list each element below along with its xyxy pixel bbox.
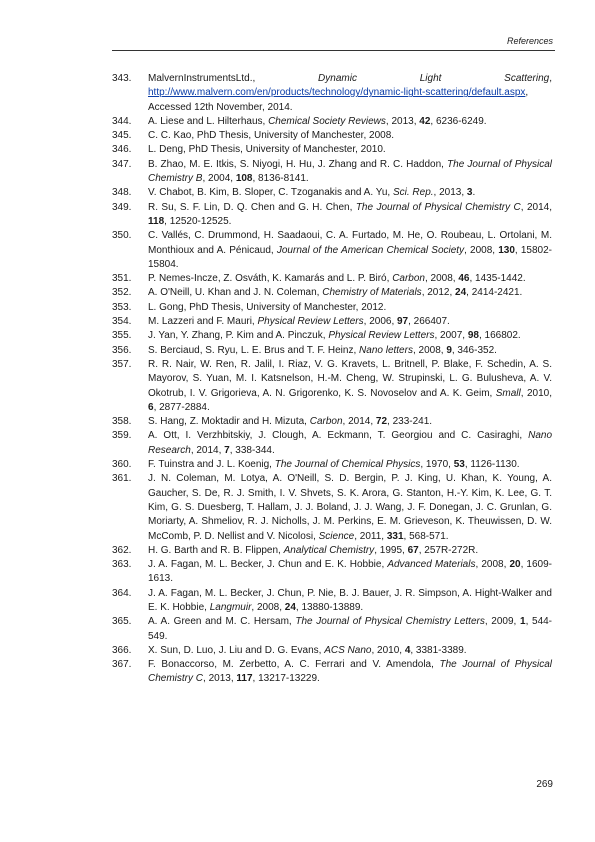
journal-title: Nano letters	[359, 344, 413, 356]
reference-number: 358.	[112, 416, 132, 428]
reference-segment: , 2007,	[434, 330, 468, 342]
reference-segment: F. Bonaccorso, M. Zerbetto, A. C. Ferrari and V. Amendola,	[148, 659, 440, 671]
reference-segment: , 3381-3389.	[410, 644, 467, 656]
volume-number: 4	[404, 644, 411, 656]
reference-segment: B. Zhao, M. E. Itkis, S. Niyogi, H. Hu, J. Zhang and R. C. Haddon,	[148, 158, 448, 170]
reference-segment: , 166802.	[478, 330, 521, 342]
reference-text	[148, 415, 552, 429]
journal-title: The Journal of Physical Chemistry B	[148, 158, 552, 185]
reference-item	[112, 158, 552, 187]
reference-item	[112, 272, 552, 286]
volume-number: 9	[446, 344, 452, 356]
reference-segment: , 1995,	[374, 544, 408, 556]
reference-segment: , 2014,	[342, 416, 376, 428]
volume-number: 98	[467, 330, 479, 342]
reference-text	[148, 472, 552, 543]
reference-item	[112, 558, 552, 587]
volume-number: 72	[375, 416, 388, 428]
reference-number: 348.	[112, 187, 132, 199]
volume-number: 24	[455, 287, 467, 299]
reference-link[interactable]: http://www.malvern.com/en/products/technology/dynamic-light-scattering/default.aspx	[148, 87, 526, 99]
reference-number: 346.	[112, 144, 132, 156]
reference-number: 356.	[112, 344, 132, 356]
reference-segment: F. Tuinstra and J. L. Koenig,	[148, 459, 275, 471]
reference-segment: R. Su, S. F. Lin, D. Q. Chen and G. H. Chen,	[148, 201, 356, 213]
reference-segment: , 233-241.	[387, 416, 433, 428]
running-header: References	[506, 36, 553, 46]
journal-title: Sci. Rep.	[392, 187, 434, 199]
reference-segment: L. Gong, PhD Thesis, University of Manchester, 2012.	[148, 301, 387, 313]
reference-text	[148, 315, 552, 329]
reference-segment: , 266407.	[408, 316, 450, 328]
reference-segment: , 257R-272R.	[418, 544, 479, 556]
reference-item	[112, 286, 552, 300]
journal-title: Physical Review Letters	[328, 330, 435, 342]
reference-number: 359.	[112, 430, 132, 442]
reference-number: 363.	[112, 559, 132, 571]
reference-segment: S. Hang, Z. Moktadir and H. Mizuta,	[148, 416, 310, 428]
reference-item	[112, 615, 552, 644]
reference-text	[148, 301, 552, 315]
volume-number: 118	[148, 215, 165, 227]
reference-segment: C. C. Kao, PhD Thesis, University of Manchester, 2008.	[148, 130, 395, 142]
reference-number: 343.	[112, 73, 132, 84]
reference-item	[112, 429, 552, 458]
journal-title: Carbon	[392, 273, 425, 285]
reference-segment: , 8136-8141.	[252, 173, 309, 185]
reference-text	[148, 129, 552, 143]
reference-segment: , Accessed 12th November, 2014.	[148, 87, 529, 113]
reference-text	[148, 272, 552, 286]
reference-text	[148, 615, 552, 644]
reference-segment: , 2013,	[203, 673, 237, 685]
reference-number: 364.	[112, 587, 132, 599]
reference-segment: MalvernInstrumentsLtd.,	[148, 73, 319, 84]
reference-text	[148, 558, 552, 587]
volume-number: 24	[284, 601, 296, 613]
reference-text	[148, 358, 552, 415]
reference-segment: J. A. Fagan, M. L. Becker, J. Chun, P. Nie, B. J. Bauer, J. R. Simpson, A. Hight-Walker and E. K. Hobbie,	[148, 587, 552, 613]
journal-title: The Journal of Chemical Physics	[274, 459, 421, 471]
reference-item	[112, 315, 552, 329]
reference-segment: A. Ott, I. Verzhbitskiy, J. Clough, A. Eckmann, T. Georgiou and C. Casiraghi,	[148, 430, 529, 442]
reference-segment: X. Sun, D. Luo, J. Liu and D. G. Evans,	[148, 644, 325, 656]
reference-segment: , 1126-1130.	[464, 459, 520, 471]
journal-title: The Journal of Physical Chemistry C	[355, 201, 521, 213]
volume-number: 46	[458, 273, 470, 285]
reference-text	[148, 658, 552, 687]
reference-segment: A. A. Green and M. C. Hersam,	[148, 616, 296, 628]
volume-number: 130	[498, 244, 515, 256]
reference-segment: , 2008,	[412, 344, 447, 356]
reference-segment: , 2014,	[190, 444, 225, 456]
journal-title: Carbon	[309, 416, 343, 428]
reference-segment: A. O'Neill, U. Khan and J. N. Coleman,	[148, 287, 323, 299]
reference-number: 357.	[112, 358, 132, 370]
reference-segment: , 568-571.	[403, 530, 449, 542]
reference-segment: A. Liese and L. Hilterhaus,	[148, 115, 269, 127]
reference-item	[112, 115, 552, 129]
reference-item	[112, 658, 552, 687]
reference-text	[148, 186, 552, 200]
reference-text	[148, 286, 552, 300]
reference-segment: , 13217-13229.	[252, 673, 320, 685]
reference-segment: J. Yan, Y. Zhang, P. Kim and A. Pinczuk,	[148, 330, 329, 342]
reference-segment: , 2004,	[202, 173, 236, 185]
reference-number: 353.	[112, 301, 132, 313]
volume-number: 331	[386, 530, 404, 542]
reference-segment: .	[472, 187, 476, 199]
reference-segment: , 6236-6249.	[430, 115, 487, 127]
reference-segment: , 2012,	[421, 287, 456, 299]
reference-item	[112, 129, 552, 143]
reference-segment: ,	[549, 73, 552, 84]
journal-title: The Journal of Physical Chemistry Letters	[295, 616, 485, 628]
journal-title: Chemical Society Reviews	[268, 115, 386, 127]
reference-number: 355.	[112, 330, 132, 342]
reference-text	[148, 329, 552, 343]
reference-segment: P. Nemes-Incze, Z. Osváth, K. Kamarás and L. P. Biró,	[148, 273, 393, 285]
reference-segment: , 2414-2421.	[466, 287, 523, 299]
journal-title: Journal of the American Chemical Society	[276, 244, 465, 256]
reference-text	[148, 429, 552, 458]
reference-text	[148, 587, 552, 616]
header-rule	[112, 50, 555, 51]
reference-segment: , 338-344.	[229, 444, 275, 456]
reference-text	[148, 344, 552, 358]
reference-number: 349.	[112, 201, 132, 213]
reference-segment: , 15802-15804.	[148, 244, 553, 270]
reference-item	[112, 229, 552, 272]
reference-number: 354.	[112, 316, 132, 328]
reference-text	[148, 72, 552, 115]
volume-number: 3	[466, 187, 473, 199]
reference-segment: , 1435-1442.	[469, 273, 526, 285]
reference-segment: , 2013,	[385, 115, 420, 127]
reference-text	[148, 458, 552, 472]
reference-text	[148, 115, 552, 129]
reference-number: 350.	[112, 230, 132, 242]
reference-segment: , 346-352.	[451, 344, 497, 356]
reference-list	[112, 72, 552, 687]
reference-segment: , 2008,	[425, 273, 459, 285]
reference-segment: , 13880-13889.	[295, 601, 364, 613]
reference-text	[148, 229, 552, 272]
volume-number: 20	[509, 559, 521, 571]
volume-number: 53	[453, 459, 465, 471]
reference-number: 347.	[112, 158, 132, 170]
volume-number: 6	[148, 401, 154, 413]
volume-number: 117	[236, 673, 253, 685]
reference-segment: , 2006,	[363, 316, 397, 328]
reference-segment: , 2008,	[475, 559, 510, 571]
reference-segment: , 2011,	[354, 530, 387, 542]
reference-segment: , 12520-12525.	[164, 215, 232, 227]
reference-text	[148, 158, 552, 187]
reference-segment: , 1609-1613.	[148, 559, 552, 585]
reference-text	[148, 644, 552, 658]
reference-segment: S. Berciaud, S. Ryu, L. E. Brus and T. F. Heinz,	[148, 344, 360, 356]
volume-number: 42	[419, 115, 431, 127]
journal-title: Dynamic Light Scattering	[318, 73, 550, 84]
reference-number: 345.	[112, 130, 132, 142]
journal-title: Science	[318, 530, 355, 542]
reference-segment: , 1970,	[420, 459, 454, 471]
reference-number: 367.	[112, 659, 132, 671]
reference-segment: , 2010,	[520, 387, 552, 399]
reference-item	[112, 472, 552, 543]
volume-number: 67	[407, 544, 419, 556]
page-number: 269	[536, 779, 553, 790]
volume-number: 97	[397, 316, 409, 328]
reference-item	[112, 301, 552, 315]
journal-title: The Journal of Physical Chemistry C	[148, 659, 552, 685]
reference-item	[112, 201, 552, 230]
reference-segment: , 544-549.	[148, 616, 553, 642]
reference-number: 366.	[112, 644, 132, 656]
reference-item	[112, 329, 552, 343]
reference-text	[148, 201, 552, 230]
reference-item	[112, 143, 552, 157]
reference-item	[112, 644, 552, 658]
journal-title: Nano Research	[148, 430, 552, 456]
reference-number: 365.	[112, 616, 132, 628]
reference-segment: L. Deng, PhD Thesis, University of Manchester, 2010.	[148, 144, 386, 156]
journal-title: Advanced Materials	[387, 559, 476, 571]
reference-number: 352.	[112, 287, 132, 299]
reference-segment: M. Lazzeri and F. Mauri,	[148, 316, 258, 328]
reference-item	[112, 344, 552, 358]
reference-segment: , 2014,	[520, 201, 552, 213]
reference-number: 361.	[112, 473, 132, 485]
reference-segment: , 2009,	[484, 616, 520, 628]
reference-segment: J. N. Coleman, M. Lotya, A. O'Neill, S. D. Bergin, P. J. King, U. Khan, K. Young, A. Gaucher, S. De, R. J. Smith, I. V. Shvets, S. K. Arora, G. Stanton, H.-Y. Kim, K. Lee, G. T. Kim, G. S. Duesberg, T. Hallam, J. J. Boland, J. J. Wang, J. F. Donegan, J. C. Grunlan, G. Moriarty, A. Shmeliov, R. J. Nicholls, J. M. Perkins, E. M. Grieveson, K. Theuwissen, D. W. McComb, P. D. Nellist and V. Nicolosi,	[148, 473, 552, 542]
reference-text	[148, 143, 552, 157]
reference-segment: , 2008,	[251, 601, 285, 613]
reference-segment: H. G. Barth and R. B. Flippen,	[148, 544, 284, 556]
journal-title: Chemistry of Materials	[322, 287, 422, 299]
reference-segment: J. A. Fagan, M. L. Becker, J. Chun and E. K. Hobbie,	[148, 559, 388, 571]
reference-segment: , 2013,	[433, 187, 467, 199]
volume-number: 108	[235, 173, 253, 185]
journal-title: Langmuir	[209, 601, 252, 613]
reference-item	[112, 358, 552, 415]
volume-number: 1	[520, 616, 526, 628]
reference-number: 351.	[112, 273, 132, 285]
reference-number: 360.	[112, 459, 132, 471]
journal-title: Analytical Chemistry	[283, 544, 375, 556]
reference-item	[112, 458, 552, 472]
volume-number: 7	[224, 444, 230, 456]
reference-item	[112, 587, 552, 616]
reference-item	[112, 415, 552, 429]
reference-segment: , 2010,	[371, 644, 405, 656]
reference-segment: , 2877-2884.	[153, 401, 210, 413]
reference-item	[112, 186, 552, 200]
reference-number: 362.	[112, 544, 132, 556]
reference-item	[112, 72, 552, 115]
reference-segment: V. Chabot, B. Kim, B. Sloper, C. Tzoganakis and A. Yu,	[148, 187, 393, 199]
reference-text	[148, 544, 552, 558]
reference-number: 344.	[112, 115, 132, 127]
journal-title: ACS Nano	[324, 644, 372, 656]
reference-segment: , 2008,	[464, 244, 499, 256]
reference-segment: R. R. Nair, W. Ren, R. Jalil, I. Riaz, V. G. Kravets, L. Britnell, P. Blake, F. Schedin, A. S. Mayorov, S. Yuan, M. I. Katsnelson, H.-M. Cheng, W. Strupinski, L. G. Bulusheva, A. V. Okotrub, I. V. Grigorieva, A. N. Grigorenko, K. S. Novoselov and A. K. Geim,	[148, 358, 552, 399]
reference-item	[112, 544, 552, 558]
journal-title: Physical Review Letters	[257, 316, 364, 328]
reference-segment: C. Vallés, C. Drummond, H. Saadaoui, C. A. Furtado, M. He, O. Roubeau, L. Ortolani, M. Monthioux and A. Pénicaud,	[148, 230, 552, 256]
journal-title: Small	[495, 387, 521, 399]
